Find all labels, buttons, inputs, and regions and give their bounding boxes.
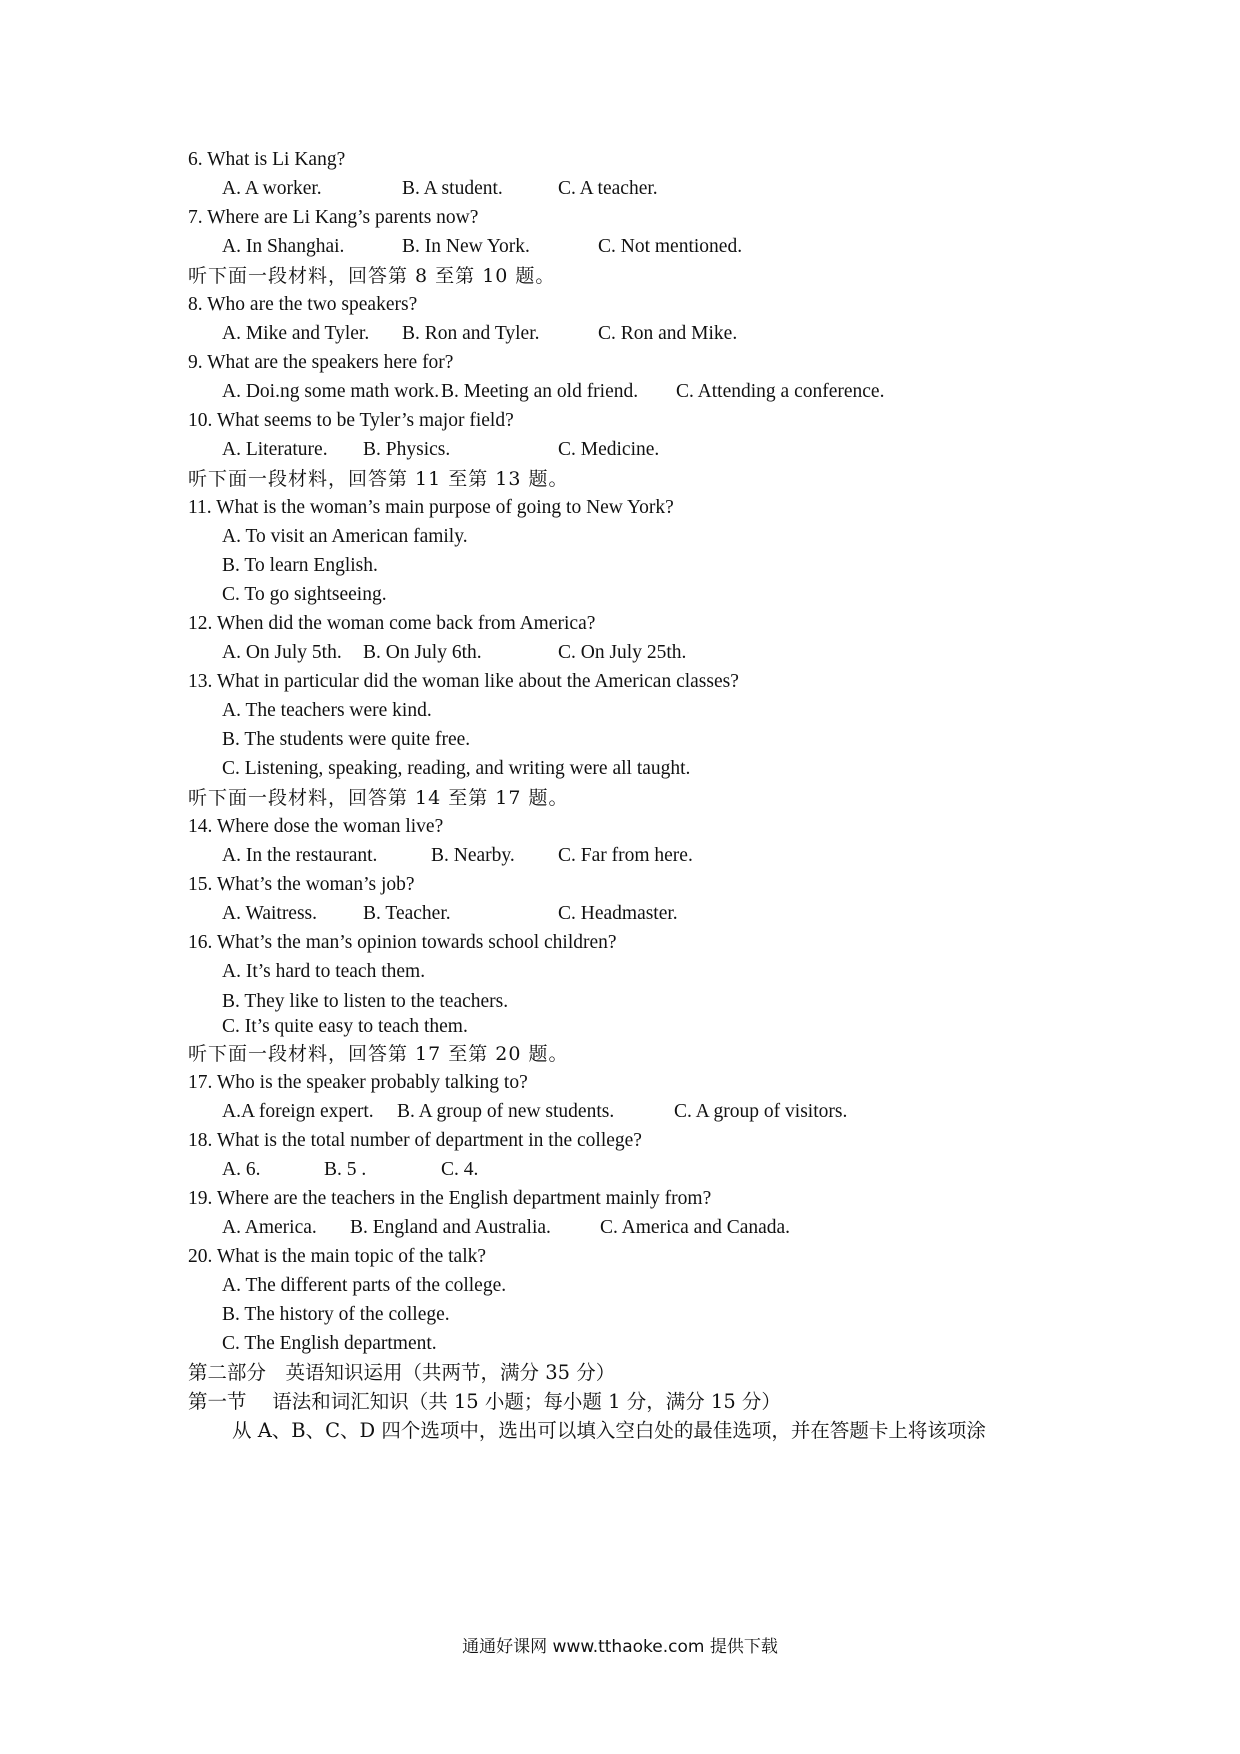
answer-option: A. Literature. [222,439,328,460]
answer-option: C. A group of visitors. [674,1101,848,1122]
answer-option: B. Physics. [363,439,451,460]
question-text: 19. Where are the teachers in the English department mainly from? [188,1188,712,1209]
answer-option: B. The students were quite free. [222,729,471,750]
question-text: 15. What’s the woman’s job? [188,874,415,895]
answer-option: C. America and Canada. [600,1217,791,1238]
section-instruction: 听下面一段材料，回答第 11 至第 13 题。 [188,468,569,490]
answer-option: A. America. [222,1217,317,1238]
question-text: 9. What are the speakers here for? [188,352,454,373]
answer-option: B. England and Australia. [350,1217,551,1238]
section-instruction: 听下面一段材料，回答第 14 至第 17 题。 [188,787,569,809]
answer-option: C. Attending a conference. [676,381,885,402]
answer-option: A. On July 5th. [222,642,342,663]
answer-option: B. In New York. [402,236,530,257]
answer-option: C. Ron and Mike. [598,323,738,344]
question-text: 17. Who is the speaker probably talking to? [188,1072,528,1093]
question-text: 20. What is the main topic of the talk? [188,1246,487,1267]
answer-option: B. The history of the college. [222,1304,450,1325]
answer-option: C. It’s quite easy to teach them. [222,1016,468,1037]
question-text: 16. What’s the man’s opinion towards school children? [188,932,617,953]
answer-option: B. On July 6th. [363,642,482,663]
answer-option: B. Teacher. [363,903,451,924]
answer-option: A. In the restaurant. [222,845,378,866]
answer-option: A. Waitress. [222,903,318,924]
question-text: 10. What seems to be Tyler’s major field? [188,410,514,431]
question-text: 6. What is Li Kang? [188,149,346,170]
answer-option: B. Ron and Tyler. [402,323,540,344]
answer-option: A. The different parts of the college. [222,1275,507,1296]
answer-option: B. They like to listen to the teachers. [222,991,509,1012]
answer-option: A. Doi.ng some math work. [222,381,440,402]
answer-option: C. Medicine. [558,439,660,460]
answer-option: B. To learn English. [222,555,378,576]
answer-option: A. The teachers were kind. [222,700,432,721]
answer-option: C. 4. [441,1159,479,1180]
answer-option: B. Nearby. [431,845,515,866]
answer-option: A. Mike and Tyler. [222,323,370,344]
answer-option: C. Headmaster. [558,903,678,924]
answer-option: B. A group of new students. [397,1101,615,1122]
answer-option: C. Not mentioned. [598,236,743,257]
answer-option: C. A teacher. [558,178,658,199]
section-heading: 第一节 语法和词汇知识（共 15 小题；每小题 1 分，满分 15 分） [188,1390,781,1413]
answer-option: A. 6. [222,1159,261,1180]
section-instruction: 听下面一段材料，回答第 8 至第 10 题。 [188,265,556,287]
section-heading: 第二部分 英语知识运用（共两节，满分 35 分） [188,1361,616,1384]
answer-option: C. Listening, speaking, reading, and writing were all taught. [222,758,691,779]
answer-option: B. Meeting an old friend. [441,381,639,402]
question-text: 14. Where dose the woman live? [188,816,444,837]
answer-option: A. To visit an American family. [222,526,468,547]
instruction-text: 从 A、B、C、D 四个选项中，选出可以填入空白处的最佳选项，并在答题卡上将该项涂 [232,1419,986,1442]
question-text: 12. When did the woman come back from America? [188,613,596,634]
question-text: 11. What is the woman’s main purpose of going to New York? [188,497,674,518]
answer-option: A. A worker. [222,178,322,199]
answer-option: B. 5 . [324,1159,367,1180]
answer-option: A. It’s hard to teach them. [222,961,426,982]
question-text: 7. Where are Li Kang’s parents now? [188,207,479,228]
answer-option: C. The English department. [222,1333,437,1354]
question-text: 13. What in particular did the woman like about the American classes? [188,671,739,692]
answer-option: A.A foreign expert. [222,1101,374,1122]
answer-option: C. Far from here. [558,845,693,866]
question-text: 8. Who are the two speakers? [188,294,418,315]
answer-option: B. A student. [402,178,503,199]
answer-option: A. In Shanghai. [222,236,345,257]
page-footer: 通通好课网 www.tthaoke.com 提供下载 [462,1637,778,1657]
answer-option: C. On July 25th. [558,642,687,663]
answer-option: C. To go sightseeing. [222,584,387,605]
section-instruction: 听下面一段材料，回答第 17 至第 20 题。 [188,1043,569,1065]
question-text: 18. What is the total number of department in the college? [188,1130,642,1151]
